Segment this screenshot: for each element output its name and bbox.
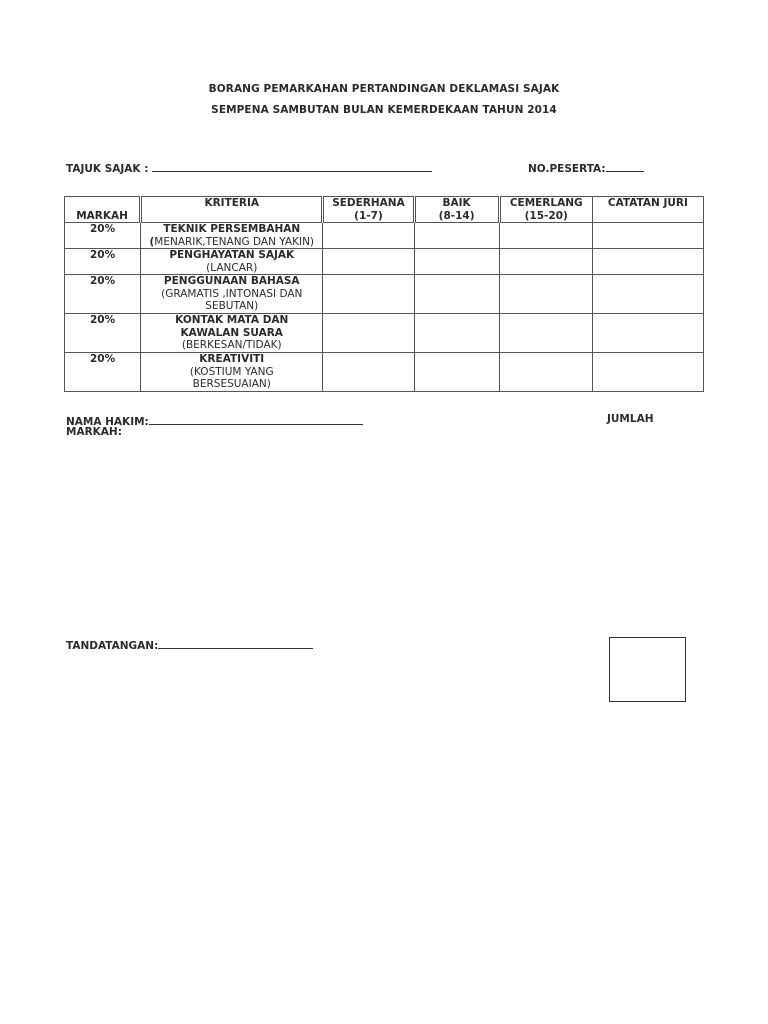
tajuk-sajak-blank[interactable]	[152, 160, 432, 172]
table-row	[65, 249, 704, 275]
score-sederhana-cell[interactable]	[323, 223, 414, 249]
score-cemerlang-cell[interactable]	[499, 314, 592, 353]
score-cemerlang-cell[interactable]	[499, 275, 592, 314]
table-row	[65, 353, 704, 392]
criteria-name: KONTAK MATA DAN KAWALAN SUARA	[175, 314, 289, 339]
nama-hakim-blank[interactable]	[149, 413, 363, 425]
catatan-juri-cell[interactable]	[592, 275, 703, 314]
header-catatan-juri: CATATAN JURI	[592, 197, 703, 223]
score-cemerlang-cell[interactable]	[499, 353, 592, 392]
header-markah: MARKAH	[65, 197, 141, 223]
criteria-name: PENGHAYATAN SAJAK	[169, 249, 295, 261]
form-title-line-2: SEMPENA SAMBUTAN BULAN KEMERDEKAAN TAHUN 2014	[211, 104, 557, 116]
row-markah-percent: 20%	[65, 314, 141, 353]
score-baik-cell[interactable]	[414, 275, 499, 314]
score-sederhana-cell[interactable]	[323, 275, 414, 314]
header-baik-label: BAIK	[442, 197, 471, 209]
header-sederhana-label: SEDERHANA	[332, 197, 405, 209]
table-row	[65, 314, 704, 353]
header-baik	[414, 197, 499, 223]
jumlah-label: JUMLAH	[607, 413, 654, 425]
row-markah-percent: 20%	[65, 353, 141, 392]
criteria-description	[143, 236, 320, 249]
header-baik-range: (8-14)	[438, 209, 475, 222]
header-cemerlang-range: (15-20)	[524, 209, 568, 222]
criteria-name: TEKNIK PERSEMBAHAN	[163, 223, 301, 235]
catatan-juri-cell[interactable]	[592, 249, 703, 275]
row-markah-percent: 20%	[65, 275, 141, 314]
total-marks-box[interactable]	[609, 637, 686, 702]
catatan-juri-cell[interactable]	[592, 223, 703, 249]
header-sederhana	[323, 197, 414, 223]
row-criteria	[141, 275, 323, 314]
score-sederhana-cell[interactable]	[323, 353, 414, 392]
criteria-description: (BERKESAN/TIDAK)	[181, 339, 282, 351]
tandatangan-blank[interactable]	[158, 637, 313, 649]
form-title-line-1: BORANG PEMARKAHAN PERTANDINGAN DEKLAMASI SAJAK	[208, 83, 560, 95]
criteria-name: PENGGUNAAN BAHASA	[163, 275, 300, 287]
catatan-juri-cell[interactable]	[592, 314, 703, 353]
header-cemerlang	[499, 197, 592, 223]
criteria-description: (GRAMATIS ,INTONASI DAN SEBUTAN)	[161, 287, 303, 312]
row-markah-percent: 20%	[65, 223, 141, 249]
score-sederhana-cell[interactable]	[323, 314, 414, 353]
score-baik-cell[interactable]	[414, 314, 499, 353]
header-kriteria: KRITERIA	[141, 197, 323, 223]
nama-hakim-label: NAMA HAKIM:	[66, 416, 149, 428]
table-row	[65, 275, 704, 314]
no-peserta-field	[528, 160, 644, 175]
table-header-row	[65, 197, 704, 223]
scoring-table	[64, 196, 704, 392]
row-criteria	[141, 223, 323, 249]
no-peserta-blank[interactable]	[606, 160, 644, 172]
tajuk-sajak-label: TAJUK SAJAK :	[66, 163, 149, 175]
row-criteria	[141, 353, 323, 392]
criteria-description: (KOSTIUM YANG BERSESUAIAN)	[189, 365, 274, 390]
score-baik-cell[interactable]	[414, 353, 499, 392]
catatan-juri-cell[interactable]	[592, 353, 703, 392]
criteria-desc-prefix: (	[149, 235, 155, 248]
criteria-name: KREATIVITI	[199, 353, 265, 365]
criteria-desc-text: MENARIK,TENANG DAN YAKIN)	[154, 235, 315, 248]
row-criteria	[141, 249, 323, 275]
row-criteria	[141, 314, 323, 353]
criteria-description: (LANCAR)	[206, 261, 258, 274]
tajuk-sajak-field	[66, 160, 432, 175]
score-cemerlang-cell[interactable]	[499, 223, 592, 249]
score-baik-cell[interactable]	[414, 223, 499, 249]
score-baik-cell[interactable]	[414, 249, 499, 275]
tandatangan-field	[66, 637, 313, 652]
tandatangan-label: TANDATANGAN:	[66, 640, 159, 652]
score-sederhana-cell[interactable]	[323, 249, 414, 275]
header-cemerlang-label: CEMERLANG	[509, 197, 583, 209]
header-sederhana-range: (1-7)	[354, 209, 383, 222]
row-markah-percent: 20%	[65, 249, 141, 275]
no-peserta-label: NO.PESERTA:	[528, 163, 606, 175]
markah-label: MARKAH:	[66, 426, 122, 438]
score-cemerlang-cell[interactable]	[499, 249, 592, 275]
table-row	[65, 223, 704, 249]
